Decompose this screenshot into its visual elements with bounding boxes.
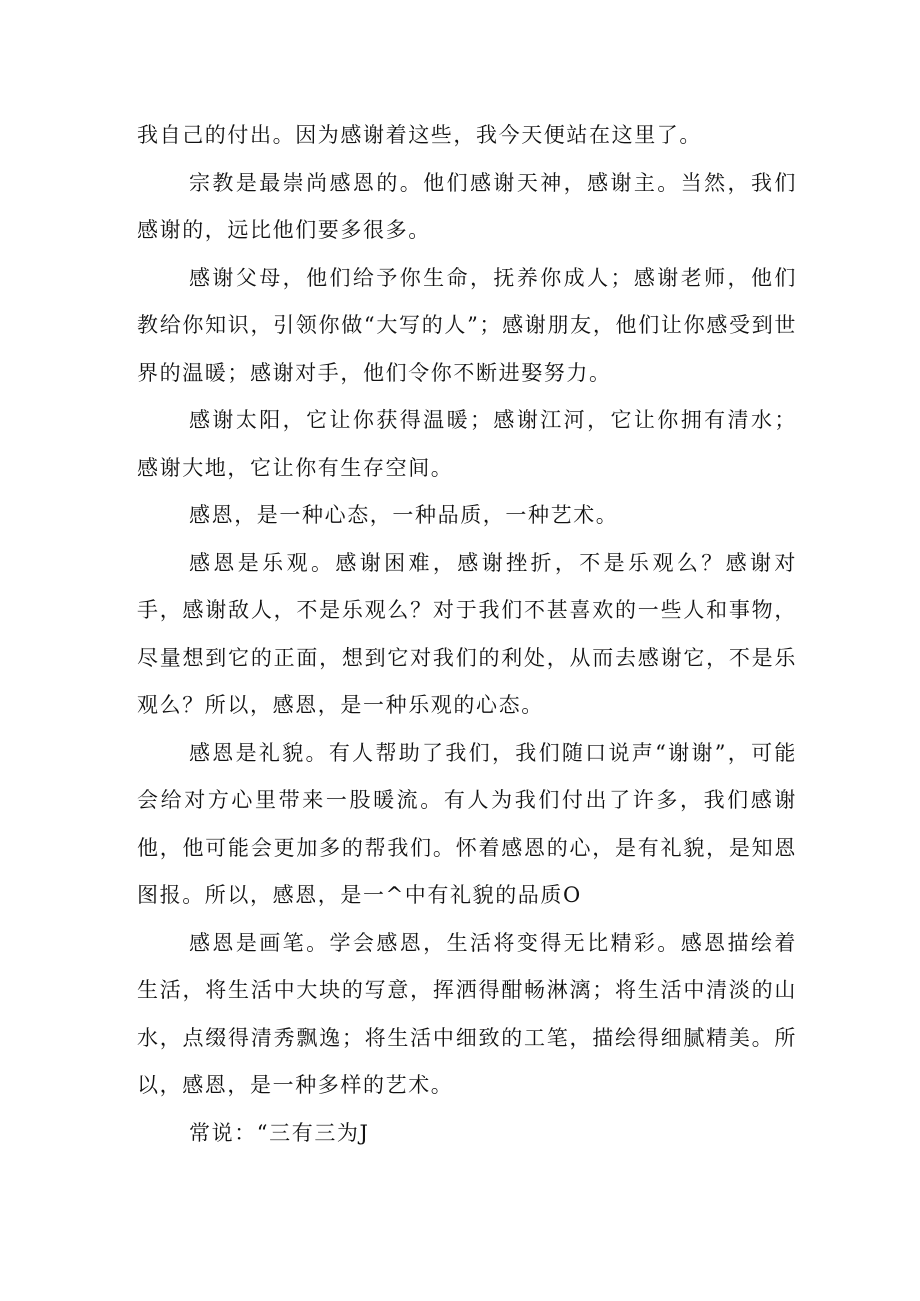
paragraph-thank-nature: 感谢太阳，它让你获得温暖；感谢江河，它让你拥有清水；感谢大地，它让你有生存空间。 [137, 408, 797, 480]
paragraph-thank-people: 感谢父母，他们给予你生命，抚养你成人；感谢老师，他们教给你知识，引领你做“大写的人”；感谢朋友，他们让你感受到世界的温暖；感谢对手，他们令你不断进娶努力。 [137, 265, 797, 385]
paragraph-politeness: 感恩是礼貌。有人帮助了我们，我们随口说声“谢谢”，可能会给对方心里带来一股暖流。有人为我们付出了许多，我们感谢他，他可能会更加多的帮我们。怀着感恩的心，是有礼貌，是知恩图报。所以，感恩，是一^中有礼貌的品质O [137, 740, 797, 907]
paragraph-religion: 宗教是最崇尚感恩的。他们感谢天神，感谢主。当然，我们感谢的，远比他们要多很多。 [137, 170, 797, 242]
paragraph-saying: 常说：“三有三为J [189, 1120, 370, 1145]
document-body [137, 112, 797, 1157]
paragraph-gratitude-definition: 感恩，是一种心态，一种品质，一种艺术。 [189, 503, 619, 527]
paragraph-continuation: 我自己的付出。因为感谢着这些，我今天便站在这里了。 [137, 123, 702, 147]
paragraph-paintbrush: 感恩是画笔。学会感恩，生活将变得无比精彩。感恩描绘着生活，将生活中大块的写意，挥洒得酣畅淋漓；将生活中清淡的山水，点缀得清秀飘逸；将生活中细致的工笔，描绘得细腻精美。所以，感恩，是一种多样的艺术。 [137, 930, 797, 1097]
paragraph-optimism: 感恩是乐观。感谢困难，感谢挫折，不是乐观么？感谢对手，感谢敌人，不是乐观么？对于我们不甚喜欢的一些人和事物，尽量想到它的正面，想到它对我们的利处，从而去感谢它，不是乐观么？所以，感恩，是一种乐观的心态。 [137, 550, 797, 717]
